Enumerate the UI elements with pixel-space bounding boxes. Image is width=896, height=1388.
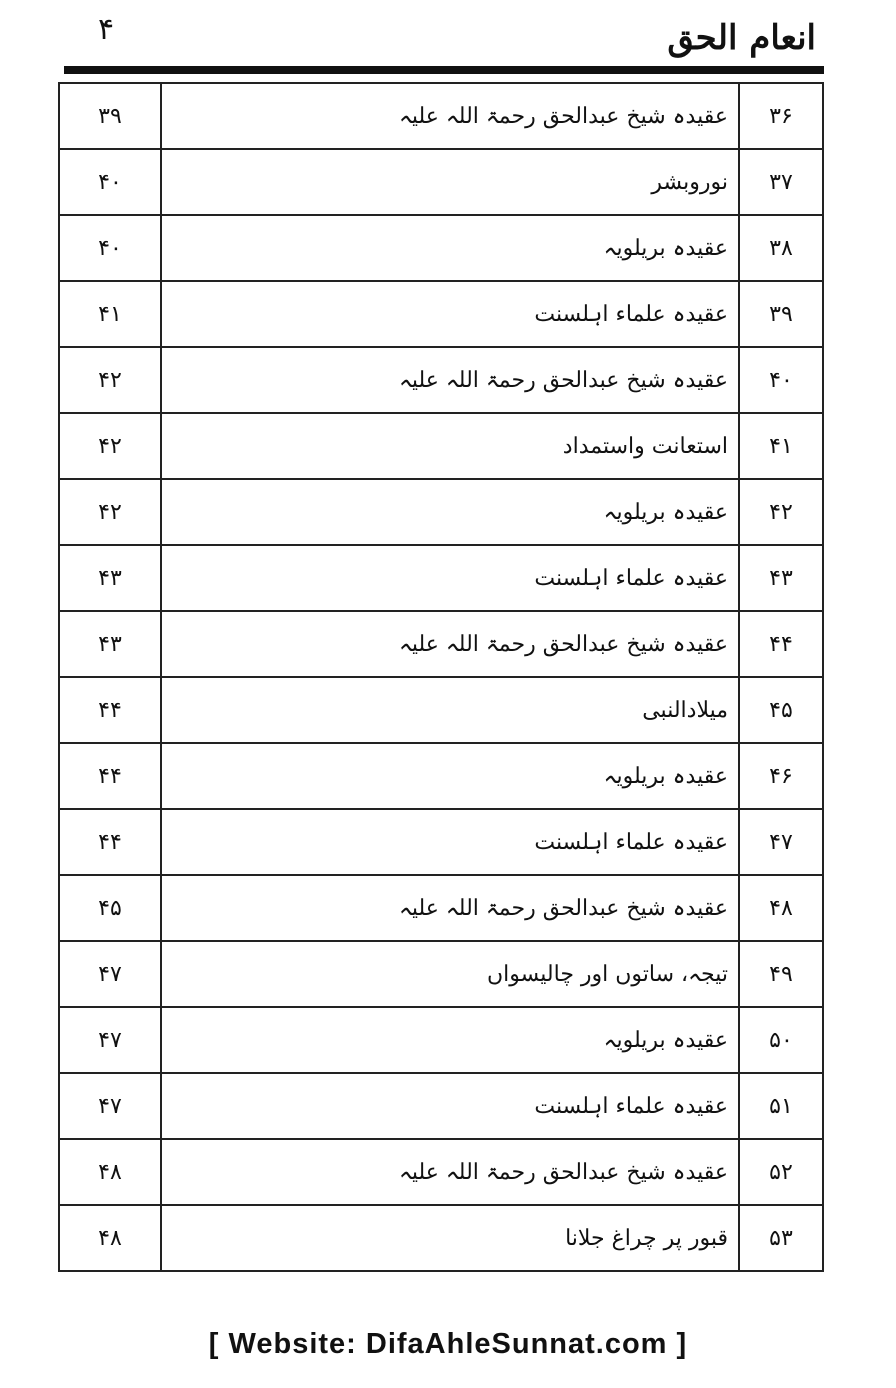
row-title: عقیدہ بریلویہ [161, 479, 739, 545]
row-page-number: ۴۲ [59, 413, 161, 479]
table-of-contents [58, 82, 824, 1272]
row-serial-number: ۵۲ [739, 1139, 823, 1205]
table-row [59, 809, 823, 875]
table-row [59, 479, 823, 545]
book-title: انعام الحق [667, 18, 816, 58]
row-title: عقیدہ شیخ عبدالحق رحمۃ اللہ علیہ [161, 1139, 739, 1205]
row-page-number: ۴۴ [59, 809, 161, 875]
row-serial-number: ۴۳ [739, 545, 823, 611]
row-page-number: ۴۸ [59, 1205, 161, 1271]
row-title: عقیدہ بریلویہ [161, 743, 739, 809]
table-row [59, 281, 823, 347]
row-page-number: ۴۵ [59, 875, 161, 941]
row-page-number: ۴۸ [59, 1139, 161, 1205]
row-title: عقیدہ علماء اہلسنت [161, 281, 739, 347]
row-page-number: ۴۰ [59, 149, 161, 215]
page-number: ۴ [98, 12, 115, 47]
row-page-number: ۴۷ [59, 1007, 161, 1073]
row-serial-number: ۳۸ [739, 215, 823, 281]
table-row [59, 149, 823, 215]
row-title: عقیدہ بریلویہ [161, 215, 739, 281]
row-serial-number: ۳۹ [739, 281, 823, 347]
row-page-number: ۴۴ [59, 743, 161, 809]
table-row [59, 413, 823, 479]
table-row [59, 611, 823, 677]
table-row [59, 941, 823, 1007]
row-page-number: ۳۹ [59, 83, 161, 149]
row-title: استعانت واستمداد [161, 413, 739, 479]
table-row [59, 875, 823, 941]
table-row [59, 1139, 823, 1205]
table-row [59, 545, 823, 611]
row-title: قبور پر چراغ جلانا [161, 1205, 739, 1271]
row-page-number: ۴۲ [59, 347, 161, 413]
row-serial-number: ۴۱ [739, 413, 823, 479]
row-serial-number: ۴۷ [739, 809, 823, 875]
row-serial-number: ۴۵ [739, 677, 823, 743]
row-title: میلادالنبی [161, 677, 739, 743]
row-title: عقیدہ شیخ عبدالحق رحمۃ اللہ علیہ [161, 875, 739, 941]
row-serial-number: ۴۶ [739, 743, 823, 809]
row-serial-number: ۵۱ [739, 1073, 823, 1139]
table-row [59, 83, 823, 149]
row-serial-number: ۵۳ [739, 1205, 823, 1271]
row-title: عقیدہ علماء اہلسنت [161, 809, 739, 875]
table-row [59, 677, 823, 743]
row-serial-number: ۵۰ [739, 1007, 823, 1073]
row-title: تیجہ، ساتوں اور چالیسواں [161, 941, 739, 1007]
header-rule [64, 66, 824, 74]
row-page-number: ۴۷ [59, 941, 161, 1007]
row-page-number: ۴۷ [59, 1073, 161, 1139]
row-page-number: ۴۳ [59, 545, 161, 611]
row-title: عقیدہ شیخ عبدالحق رحمۃ اللہ علیہ [161, 347, 739, 413]
table-row [59, 1007, 823, 1073]
row-page-number: ۴۳ [59, 611, 161, 677]
row-serial-number: ۴۰ [739, 347, 823, 413]
row-serial-number: ۴۹ [739, 941, 823, 1007]
row-serial-number: ۴۸ [739, 875, 823, 941]
table-row [59, 347, 823, 413]
table-row [59, 1073, 823, 1139]
row-serial-number: ۴۴ [739, 611, 823, 677]
row-title: عقیدہ علماء اہلسنت [161, 545, 739, 611]
row-page-number: ۴۲ [59, 479, 161, 545]
row-page-number: ۴۰ [59, 215, 161, 281]
website-footer: [ Website: DifaAhleSunnat.com ] [208, 1328, 688, 1360]
table-row [59, 215, 823, 281]
table-row [59, 743, 823, 809]
row-page-number: ۴۱ [59, 281, 161, 347]
page-header [60, 8, 830, 68]
row-page-number: ۴۴ [59, 677, 161, 743]
table-row [59, 1205, 823, 1271]
row-title: عقیدہ شیخ عبدالحق رحمۃ اللہ علیہ [161, 611, 739, 677]
row-title: عقیدہ علماء اہلسنت [161, 1073, 739, 1139]
row-serial-number: ۴۲ [739, 479, 823, 545]
row-serial-number: ۳۶ [739, 83, 823, 149]
row-title: عقیدہ شیخ عبدالحق رحمۃ اللہ علیہ [161, 83, 739, 149]
row-title: عقیدہ بریلویہ [161, 1007, 739, 1073]
row-title: نوروبشر [161, 149, 739, 215]
row-serial-number: ۳۷ [739, 149, 823, 215]
